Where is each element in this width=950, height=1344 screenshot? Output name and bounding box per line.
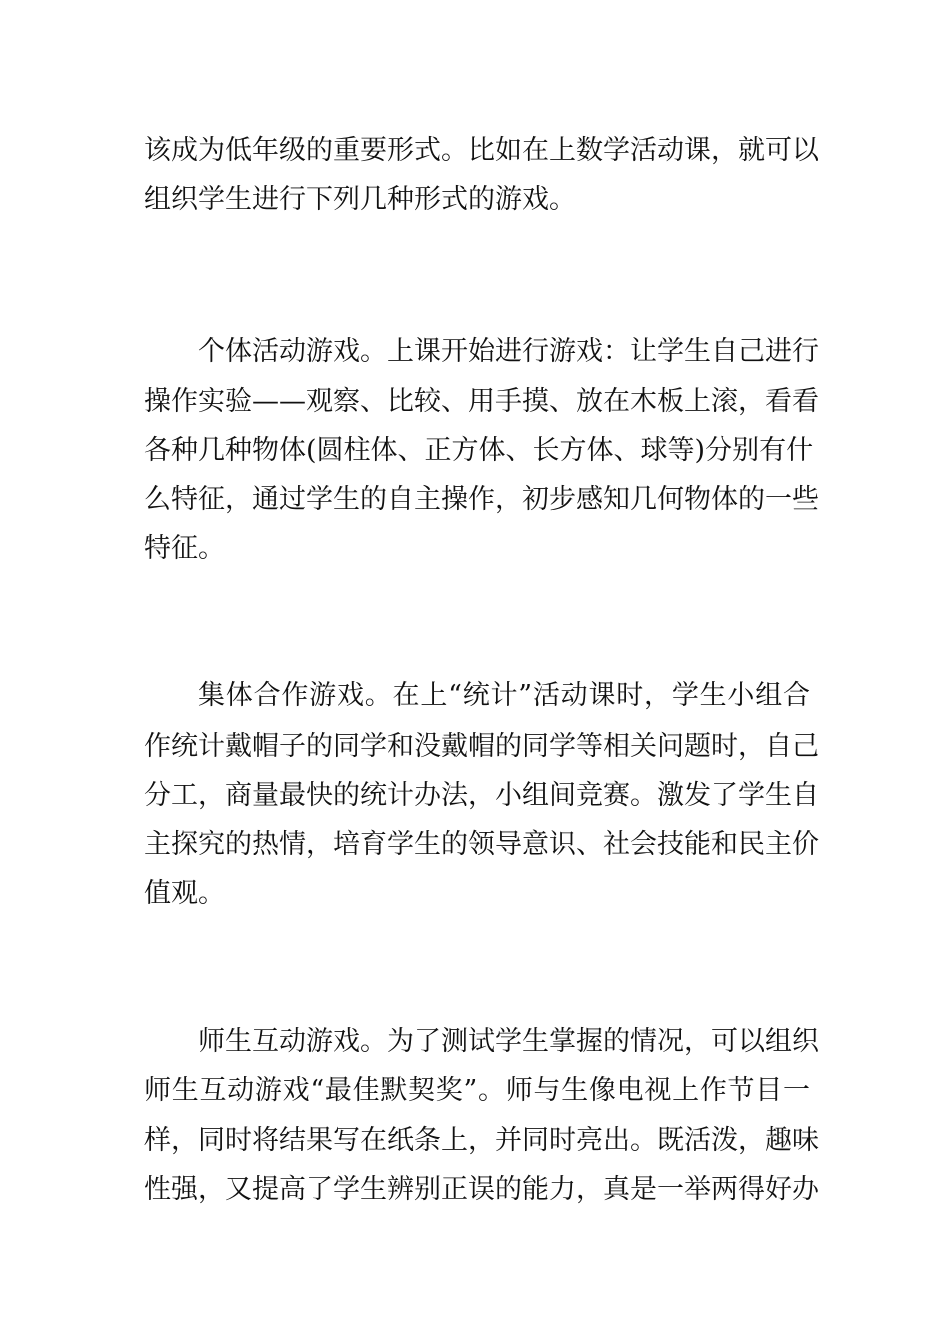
text-line: 该成为低年级的重要形式。比如在上数学活动课，就可以	[144, 135, 819, 166]
paragraph-first-line: 个体活动游戏。上课开始进行游戏：让学生自己进行	[198, 336, 819, 367]
text-line: 师生互动游戏“最佳默契奖”。师与生像电视上作节目一	[144, 1075, 810, 1106]
text-line: 作统计戴帽子的同学和没戴帽的同学等相关问题时，自己	[144, 731, 819, 762]
text-line: 主探究的热情，培育学生的领导意识、社会技能和民主价	[144, 829, 819, 860]
text-line: 值观。	[144, 878, 225, 909]
paragraph-first-line: 师生互动游戏。为了测试学生掌握的情况，可以组织	[198, 1026, 819, 1057]
text-line: 么特征，通过学生的自主操作，初步感知几何物体的一些	[144, 484, 819, 515]
text-line: 各种几种物体(圆柱体、正方体、长方体、球等)分别有什	[144, 435, 814, 466]
text-line: 性强，又提高了学生辨别正误的能力，真是一举两得好办	[144, 1174, 819, 1205]
text-line: 组织学生进行下列几种形式的游戏。	[144, 184, 576, 215]
text-line: 特征。	[144, 533, 225, 564]
paragraph-first-line: 集体合作游戏。在上“统计”活动课时，学生小组合	[198, 680, 810, 711]
text-line: 分工，商量最快的统计办法，小组间竞赛。激发了学生自	[144, 780, 819, 811]
text-line: 操作实验——观察、比较、用手摸、放在木板上滚，看看	[144, 386, 819, 417]
text-line: 样，同时将结果写在纸条上，并同时亮出。既活泼，趣味	[144, 1125, 819, 1156]
